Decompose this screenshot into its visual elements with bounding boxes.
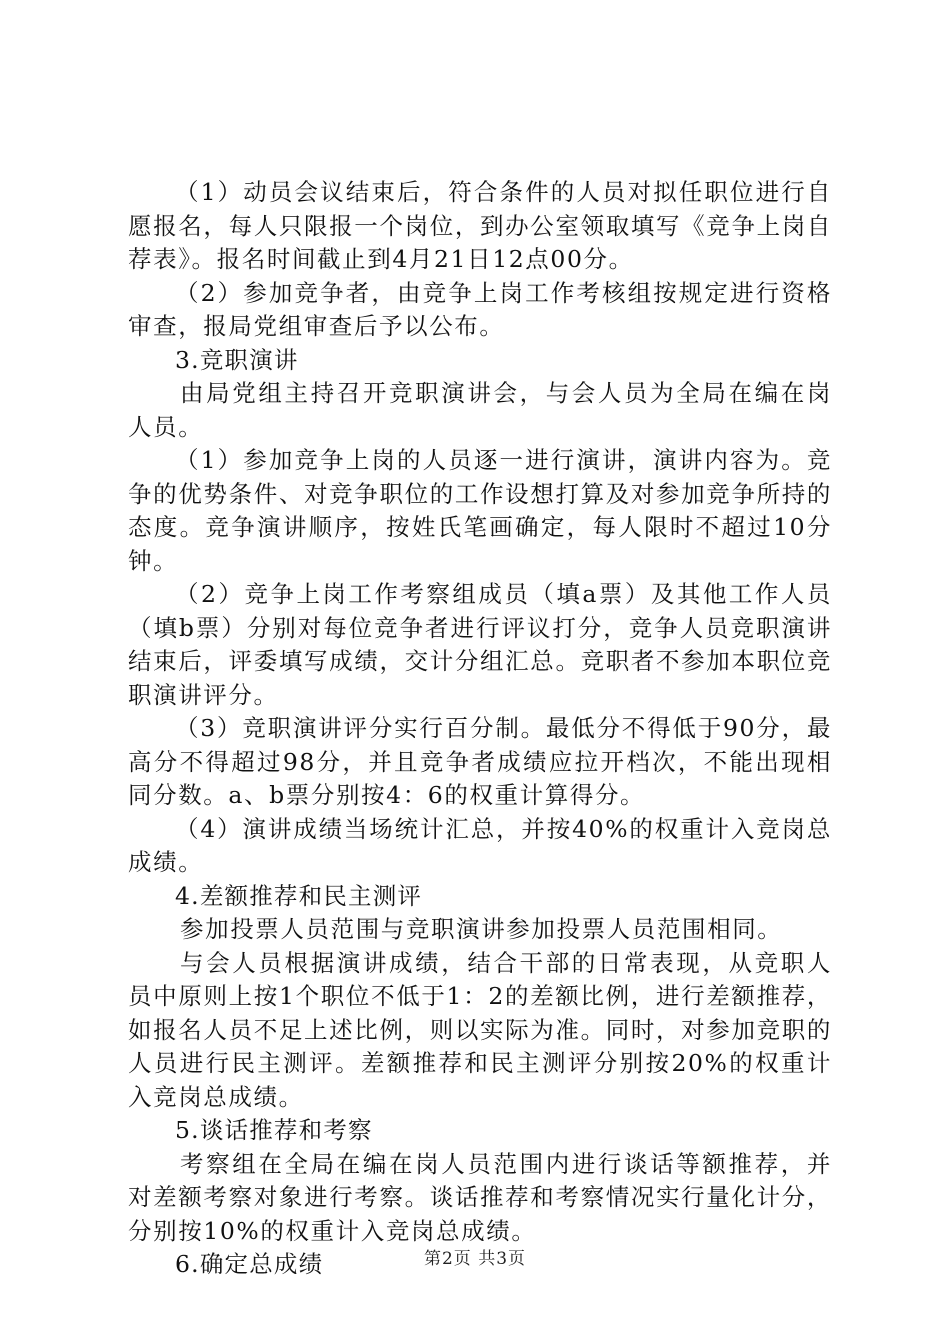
paragraph-speech-content: （1）参加竞争上岗的人员逐一进行演讲，演讲内容为。竞争的优势条件、对竞争职位的工作设想打算及对参加竞争所持的态度。竞争演讲顺序，按姓氏笔画确定，每人限时不超过10分钟。 xyxy=(128,446,832,575)
section-heading-recommendation: 4.差额推荐和民主测评 xyxy=(175,881,423,910)
section-heading-interview: 5.谈话推荐和考察 xyxy=(175,1116,373,1144)
paragraph-interview: 考察组在全局在编在岗人员范围内进行谈话等额推荐，并对差额考察对象进行考察。谈话推荐和考察情况实行量化计分，分别按10%的权重计入竞岗总成绩。 xyxy=(128,1149,832,1245)
paragraph-scoring: （2）竞争上岗工作考察组成员（填a票）及其他工作人员（填b票）分别对每位竞争者进行评议打分，竞争人员竞职演讲结束后，评委填写成绩，交计分组汇总。竞职者不参加本职位竞职演讲评分。 xyxy=(128,580,832,709)
section-heading-speech: 3.竞职演讲 xyxy=(175,345,299,374)
paragraph-qualification-review: （2）参加竞争者，由竞争上岗工作考核组按规定进行资格审查，报局党组审查后予以公布。 xyxy=(128,278,832,340)
paragraph-voters: 参加投票人员范围与竞职演讲参加投票人员范围相同。 xyxy=(180,915,783,943)
paragraph-speech-meeting: 由局党组主持召开竞职演讲会，与会人员为全局在编在岗人员。 xyxy=(128,379,832,441)
document-body xyxy=(128,176,832,1282)
paragraph-differential-recommendation: 与会人员根据演讲成绩，结合干部的日常表现，从竞职人员中原则上按1个职位不低于1：2的差额比例，进行差额推荐，如报名人员不足上述比例，则以实际为准。同时，对参加竞职的人员进行民主测评。差额推荐和民主测评分别按20%的权重计入竞岗总成绩。 xyxy=(128,948,832,1111)
section-heading-total-score: 6.确定总成绩 xyxy=(175,1250,324,1278)
page-number-footer: 第2页 共3页 xyxy=(423,1249,527,1269)
paragraph-registration: （1）动员会议结束后，符合条件的人员对拟任职位进行自愿报名，每人只限报一个岗位，到办公室领取填写《竞争上岗自荐表》。报名时间截止到4月21日12点00分。 xyxy=(128,178,832,273)
paragraph-speech-weight: （4）演讲成绩当场统计汇总，并按40%的权重计入竞岗总成绩。 xyxy=(128,814,832,876)
paragraph-score-rules: （3）竞职演讲评分实行百分制。最低分不得低于90分，最高分不得超过98分，并且竞争者成绩应拉开档次，不能出现相同分数。a、b票分别按4：6的权重计算得分。 xyxy=(128,714,832,809)
